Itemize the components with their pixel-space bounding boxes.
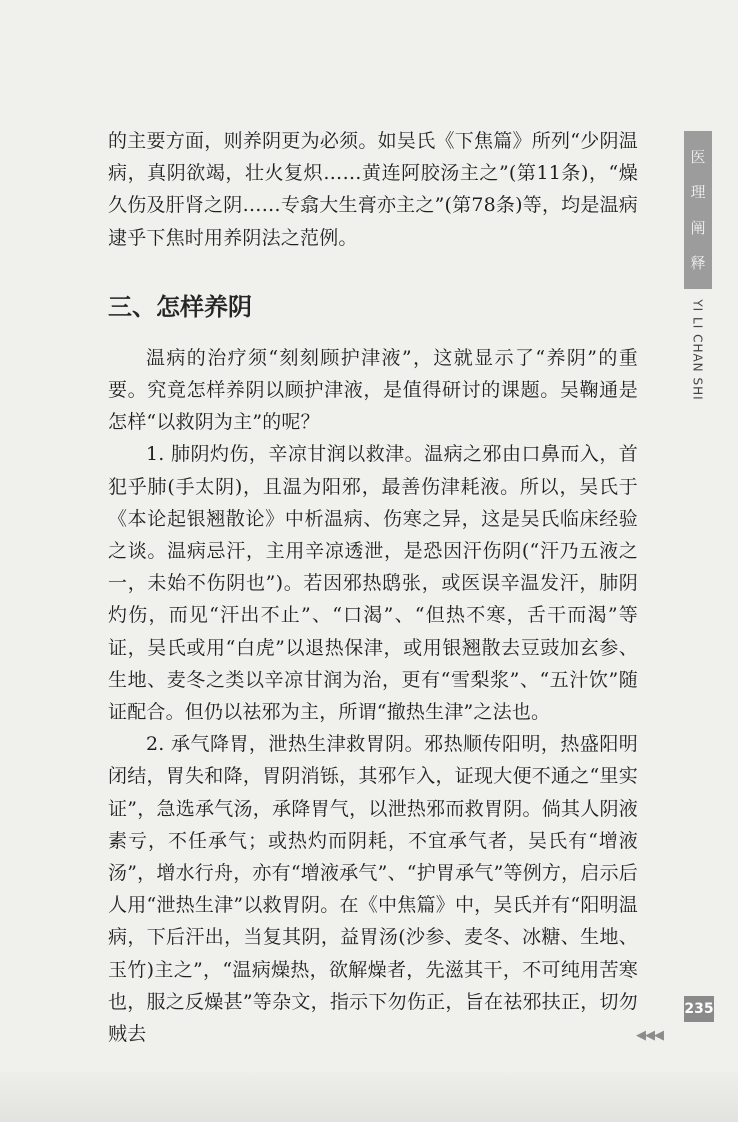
chapter-side-tab (684, 131, 712, 289)
side-tab-char: 医 (690, 147, 706, 166)
section-heading: 三、怎样养阴 (108, 292, 252, 321)
side-pinyin-text: YI LI CHAN SHI (691, 299, 705, 401)
body-text (108, 125, 638, 1050)
page-number: 235 (684, 996, 714, 1022)
paragraph: 2. 承气降胃，泄热生津救胃阴。邪热顺传阳明，热盛阳明闭结，胃失和降，胃阴消铄，其邪乍入，证现大便不通之“里实证”，急选承气汤，承降胃气，以泄热邪而救胃阴。倘其人阴液素亏，不任承气；或热灼而阴耗，不宜承气者，吴氏有“增液汤”，增水行舟，亦有“增液承气”、“护胃承气”等例方，启示后人用“泄热生津”以救胃阴。在《中焦篇》中，吴氏并有“阳明温病，下后汗出，当复其阴，益胃汤(沙参、麦冬、冰糖、生地、玉竹)主之”，“温病燥热，欲解燥者，先滋其干，不可纯用苦寒也，服之反燥甚”等杂文，指示下勿伤正，旨在祛邪扶正，切勿贼去 (108, 733, 638, 1046)
side-pinyin-label (684, 295, 712, 405)
page-bottom-edge (0, 1072, 738, 1122)
arrow-marks-icon: ◀◀◀ (636, 1028, 663, 1043)
paragraph: 1. 肺阴灼伤，辛凉甘润以救津。温病之邪由口鼻而入，首犯乎肺(手太阴)，且温为阳邪，最善伤津耗液。所以，吴氏于《本论起银翘散论》中析温病、伤寒之异，这是吴氏临床经验之谈。温病忌汗，主用辛凉透泄，是恐因汗伤阴(“汗乃五液之一，未始不伤阴也”)。若因邪热鸱张，或医误辛温发汗，肺阴灼伤，而见“汗出不止”、“口渴”、“但热不寒，舌干而渴”等证，吴氏或用“白虎”以退热保津，或用银翘散去豆豉加玄参、生地、麦冬之类以辛凉甘润为治，更有“雪梨浆”、“五汁饮”随证配合。但仍以祛邪为主，所谓“撤热生津”之法也。 (108, 443, 638, 724)
side-tab-char: 阐 (690, 218, 706, 237)
side-tab-char: 理 (690, 183, 706, 202)
paragraph: 温病的治疗须“刻刻顾护津液”，这就显示了“养阴”的重要。究竟怎样养阴以顾护津液，是值得研讨的课题。吴鞠通是怎样“以救阴为主”的呢？ (108, 346, 638, 434)
side-tab-char: 释 (690, 254, 706, 273)
paragraph: 的主要方面，则养阴更为必须。如吴氏《下焦篇》所列“少阴温病，真阴欲竭，壮火复炽……黄连阿胶汤主之”(第11条)，“燥久伤及肝肾之阴……专翕大生膏亦主之”(第78条)等，均是温病逮乎下焦时用养阴法之范例。 (108, 130, 638, 249)
